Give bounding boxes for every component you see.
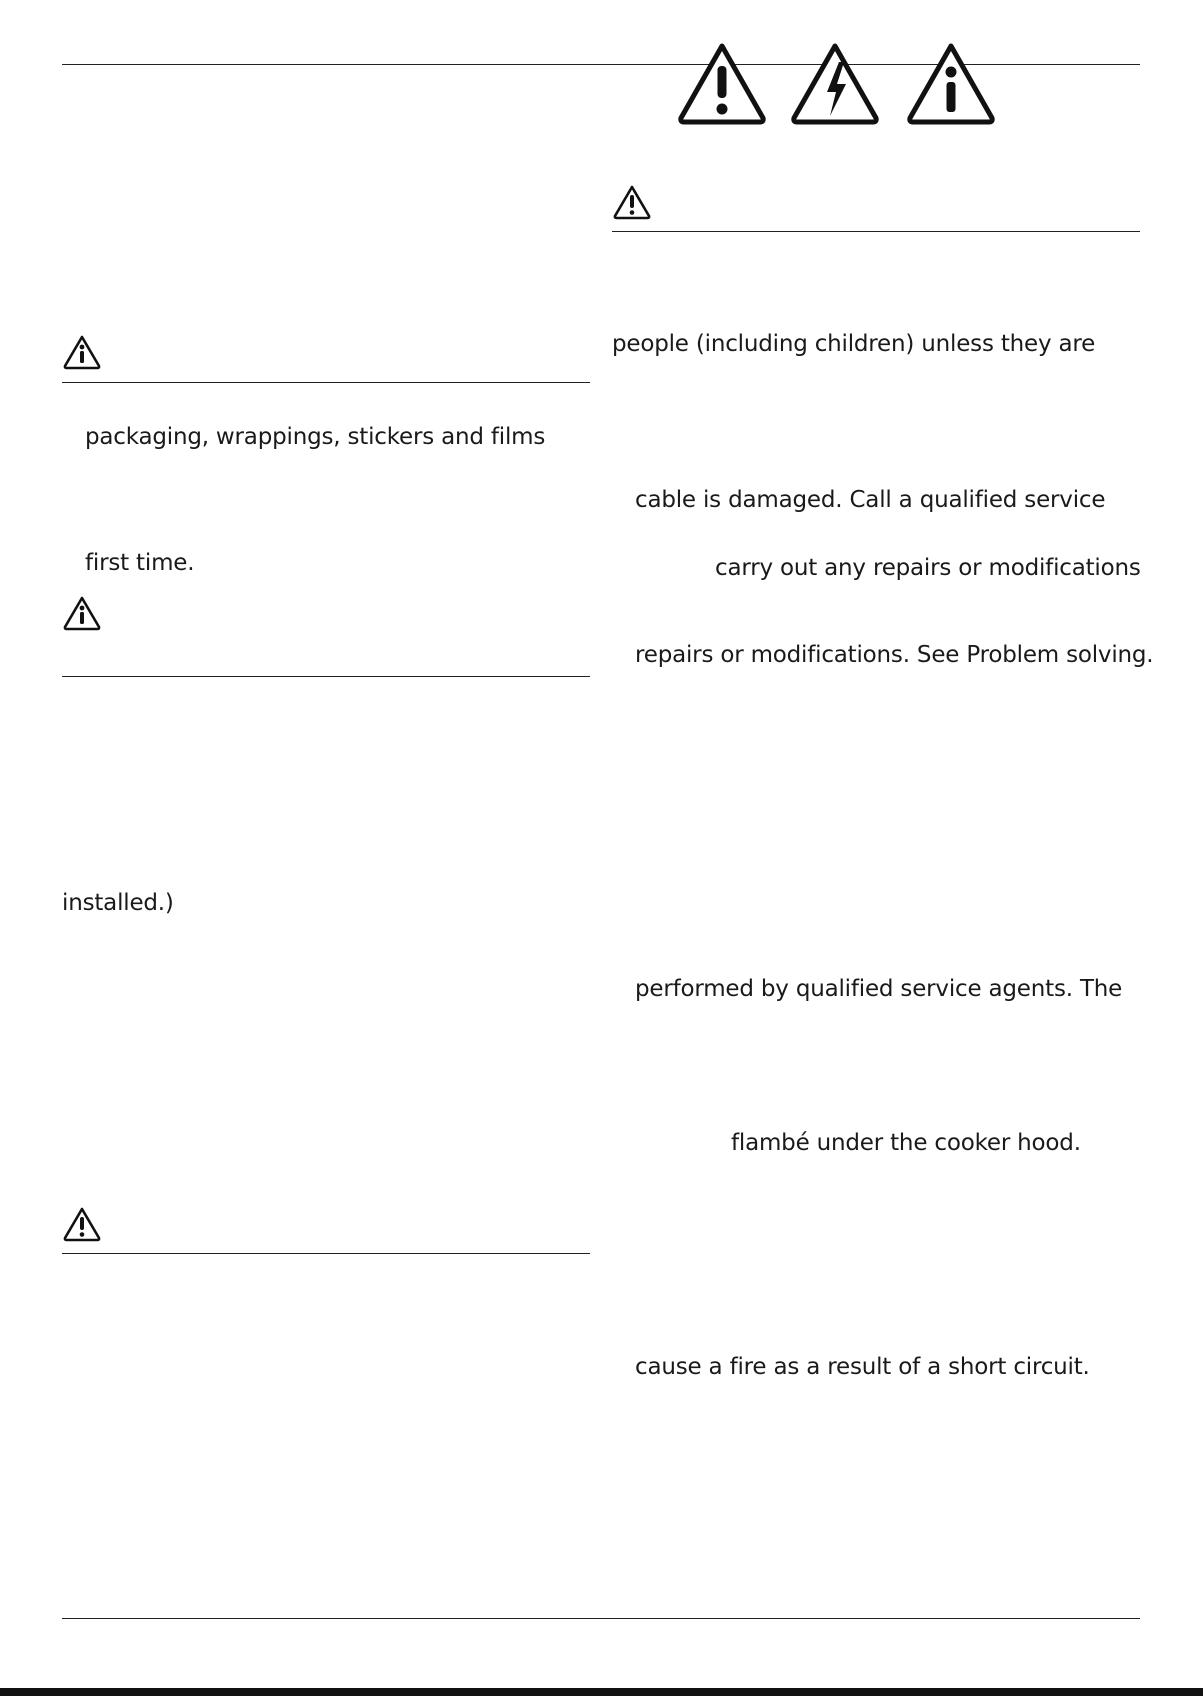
information-icon [904, 40, 998, 126]
section-rule-left-info-2 [62, 676, 590, 677]
body-text-line: repairs or modifications. See Problem solving. [635, 642, 1154, 668]
bottom-rule [62, 1618, 1140, 1619]
body-text-line: performed by qualified service agents. The [635, 976, 1123, 1002]
body-text-line: carry out any repairs or modifications [715, 555, 1141, 581]
body-text-line: flambé under the cooker hood. [731, 1130, 1081, 1156]
information-icon [62, 334, 102, 370]
section-rule-left-warning [62, 1253, 590, 1254]
section-rule-left-info-1 [62, 382, 590, 383]
electric-shock-icon [788, 40, 882, 126]
warning-icon [62, 1206, 102, 1242]
page-bottom-edge [0, 1688, 1203, 1696]
section-rule-right-warning [612, 231, 1140, 232]
information-icon [62, 595, 102, 631]
body-text-line: people (including children) unless they are [612, 331, 1096, 357]
body-text-line: cable is damaged. Call a qualified service [635, 487, 1106, 513]
body-text-line: packaging, wrappings, stickers and films [85, 424, 546, 450]
body-text-line: first time. [85, 550, 195, 576]
body-text-line: cause a fire as a result of a short circuit. [635, 1354, 1090, 1380]
body-text-line: installed.) [62, 890, 174, 916]
warning-icon [675, 40, 769, 126]
warning-icon [612, 184, 652, 220]
